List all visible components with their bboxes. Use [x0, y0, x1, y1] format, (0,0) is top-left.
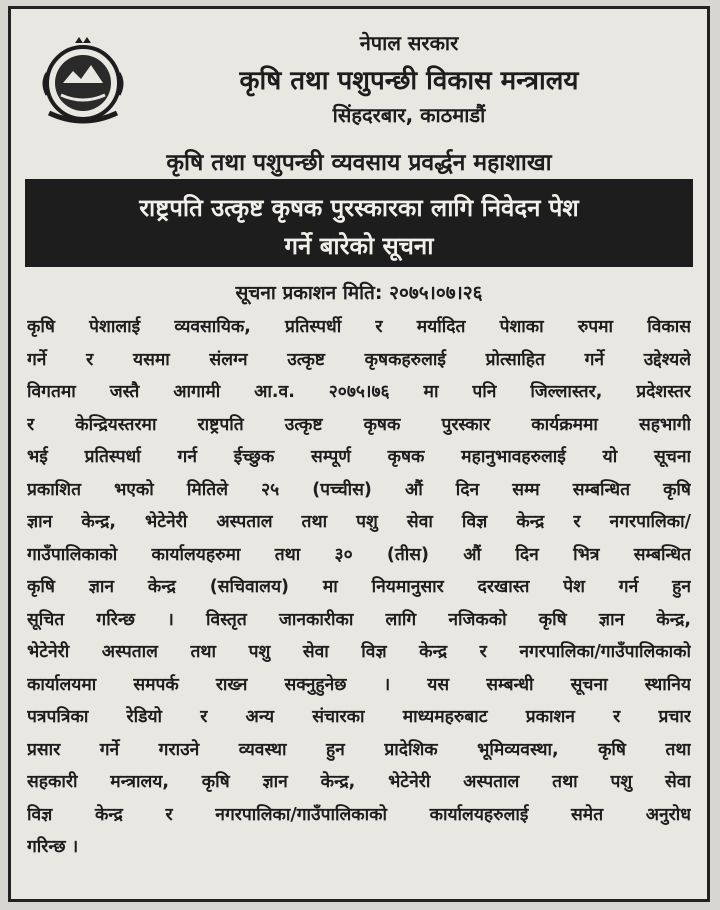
body-line: कार्यालयमा समपर्क राख्न सक्नुहुनेछ । यस सम्बन्धी सूचना स्थानिय — [27, 674, 691, 695]
body-line: कृषि ज्ञान केन्द्र (सचिवालय) मा नियमानुसार दरखास्त पेश गर्न हुन — [27, 577, 691, 597]
body-line: भेटेनेरी अस्पताल तथा पशु सेवा विज्ञ केन्द्र र नगरपालिका/गाउँपालिकाको — [27, 642, 691, 662]
publication-date: सूचना प्रकाशन मिति: २०७५।०७।२६ — [235, 282, 483, 304]
body-line: ज्ञान केन्द्र, भेटेनेरी अस्पताल तथा पशु सेवा विज्ञ केन्द्र र नगरपालिका/ — [27, 512, 691, 532]
ministry-address: सिंहदरबार, काठमाडौं — [332, 103, 486, 127]
body-line: पत्रपत्रिका रेडियो र अन्य संचारका माध्यमहरुबाट प्रकाशन र प्रचार — [27, 707, 691, 727]
notice-sheet — [8, 6, 710, 902]
body-line: गरिन्छ । — [27, 837, 79, 857]
notice-title-banner — [25, 179, 693, 267]
ministry-name: कृषि तथा पशुपन्छी विकास मन्त्रालय — [239, 66, 579, 96]
body-line: प्रसार गर्ने गराउने व्यवस्था हुन प्रादेशिक भूमिव्यवस्था, कृषि तथा — [27, 739, 691, 760]
government-name: नेपाल सरकार — [359, 31, 459, 55]
body-line: कृषि पेशालाई व्यवसायिक, प्रतिस्पर्धी र मर्यादित पेशाका रुपमा विकास — [27, 317, 691, 337]
body-line: सूचित गरिन्छ । विस्तृत जानकारीका लागि नजिकको कृषि ज्ञान केन्द्र, — [27, 609, 691, 630]
body-line: विज्ञ केन्द्र र नगरपालिका/गाउँपालिकाको कार्यालयहरुलाई समेत अनुरोध — [27, 804, 691, 825]
body-line: विगतमा जस्तै आगामी आ.व. २०७५।७६ मा पनि जिल्लास्तर, प्रदेशस्तर — [27, 382, 691, 402]
body-line: गर्ने र यसमा संलग्न उत्कृष्ट कृषकहरुलाई प्रोत्साहित गर्ने उद्देश्यले — [27, 349, 691, 370]
body-line: र केन्द्रियस्तरमा राष्ट्रपति उत्कृष्ट कृषक पुरस्कार कार्यक्रममा सहभागी — [27, 414, 691, 435]
division-name: कृषि तथा पशुपन्छी व्यवसाय प्रवर्द्धन महाशाखा — [166, 150, 552, 176]
body-line: गाउँपालिकाको कार्यालयहरुमा तथा ३० (तीस) औं दिन भित्र सम्बन्धित — [27, 544, 691, 565]
nepal-government-emblem-icon — [35, 33, 131, 129]
body-line: भई प्रतिस्पर्धा गर्न ईच्छुक सम्पूर्ण कृषक महानुभावहरुलाई यो सूचना — [27, 447, 691, 467]
notice-title-line-2: गर्ने बारेको सूचना — [284, 232, 434, 260]
notice-body — [27, 311, 691, 864]
notice-title-line-1: राष्ट्रपति उत्कृष्ट कृषक पुरस्कारका लागि निवेदन पेश — [139, 194, 579, 222]
body-line: प्रकाशित भएको मितिले २५ (पच्चीस) औं दिन सम्म सम्बन्धित कृषि — [27, 479, 691, 500]
body-line: सहकारी मन्त्रालय, कृषि ज्ञान केन्द्र, भेटेनेरी अस्पताल तथा पशु सेवा — [27, 772, 691, 792]
